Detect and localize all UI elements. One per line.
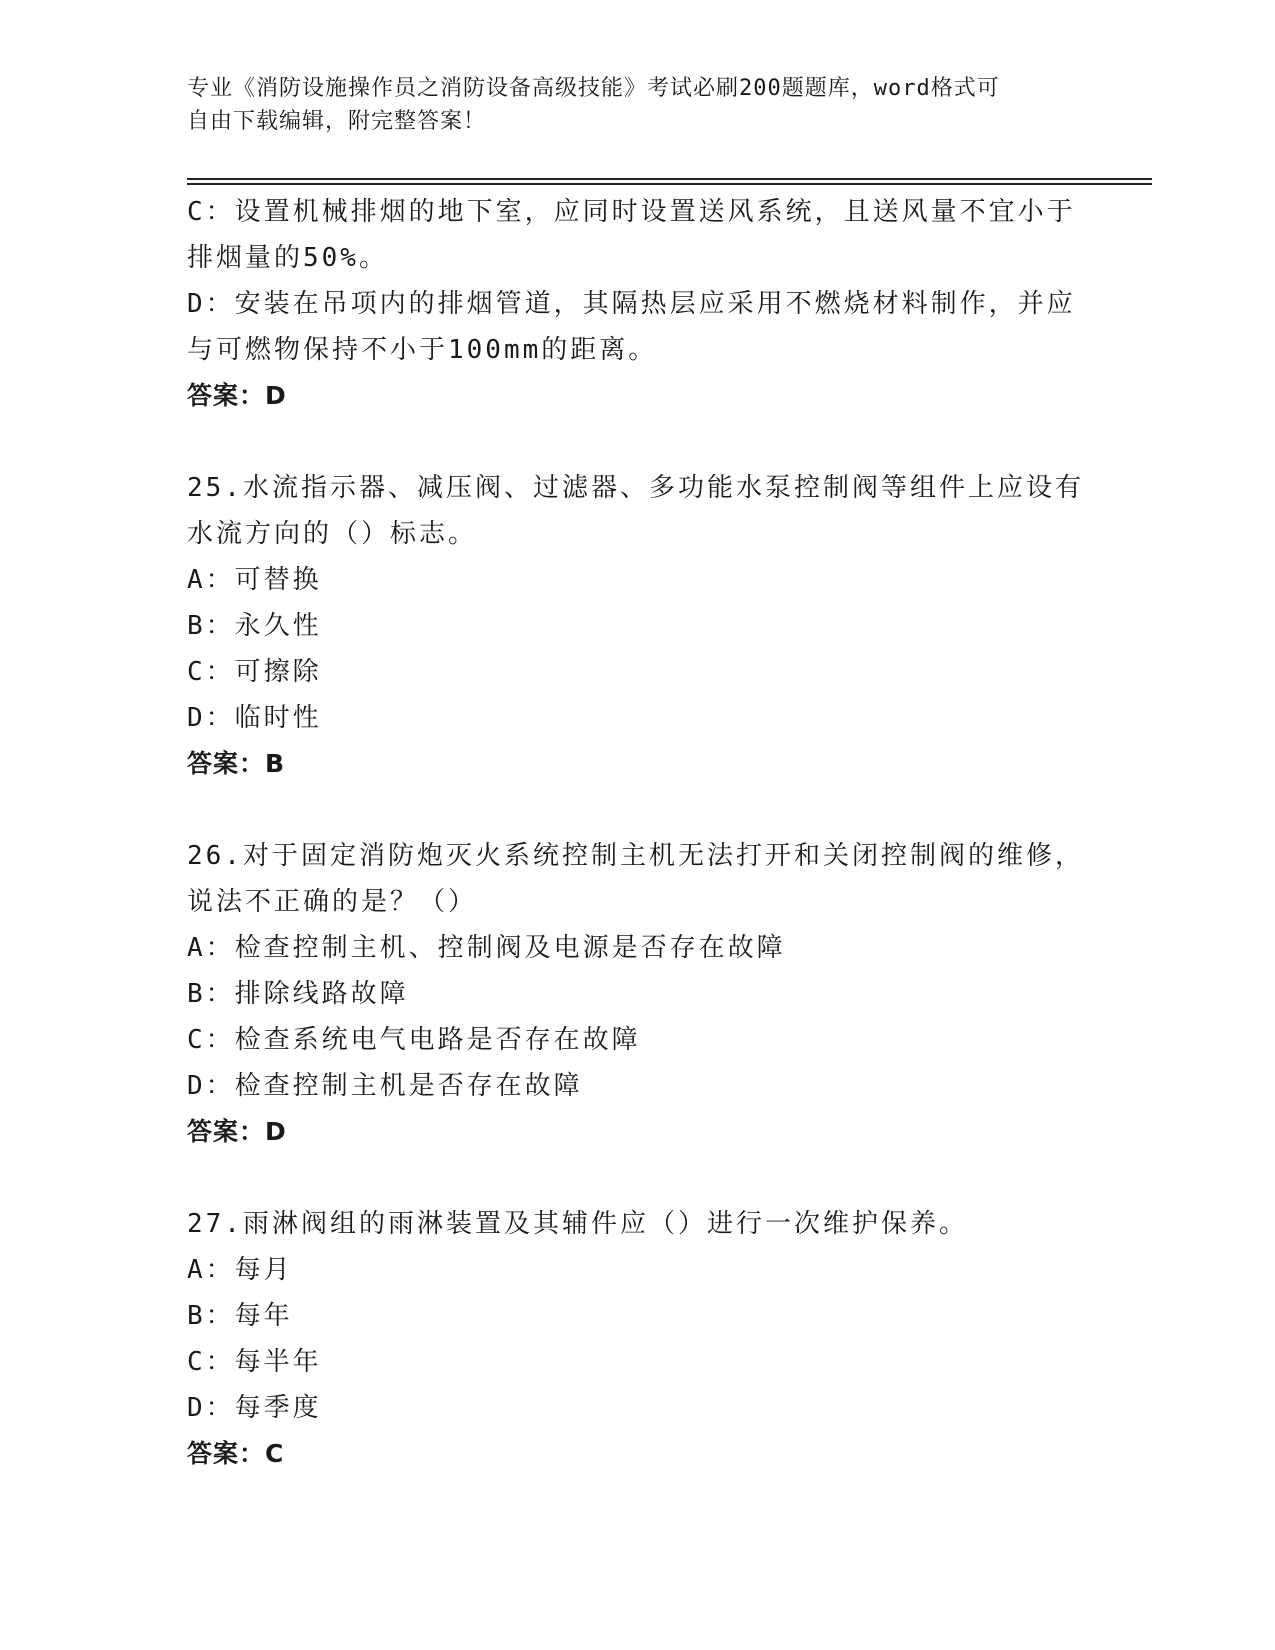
question-27: [187, 1201, 1087, 1477]
document-header: [187, 72, 1077, 138]
option-b: B：永久性: [187, 611, 322, 641]
option-a: A：检查控制主机、控制阀及电源是否存在故障: [187, 933, 786, 963]
option-c: C：可擦除: [187, 657, 322, 687]
option-c-continued: 排烟量的50%。: [187, 243, 388, 273]
answer-label: 答案：C: [187, 1439, 285, 1468]
header-line-1: 专业《消防设施操作员之消防设备高级技能》考试必刷200题题库，word格式可: [187, 76, 1000, 101]
option-d: D：临时性: [187, 703, 322, 733]
answer-label: 答案：B: [187, 749, 286, 778]
question-stem: 26.对于固定消防炮灭火系统控制主机无法打开和关闭控制阀的维修，: [187, 841, 1084, 871]
option-c: C：设置机械排烟的地下室，应同时设置送风系统，且送风量不宜小于: [187, 197, 1076, 227]
spacer: [187, 787, 1087, 833]
answer-label: 答案：D: [187, 381, 287, 410]
question-stem: 25.水流指示器、减压阀、过滤器、多功能水泵控制阀等组件上应设有: [187, 473, 1084, 503]
option-c: C：检查系统电气电路是否存在故障: [187, 1025, 641, 1055]
option-d: D：每季度: [187, 1393, 322, 1423]
header-divider-top: [187, 178, 1152, 180]
header-divider-bottom: [187, 183, 1152, 185]
option-b: B：每年: [187, 1301, 293, 1331]
option-a: A：可替换: [187, 565, 322, 595]
question-stem-continued: 水流方向的（）标志。: [187, 519, 478, 549]
spacer: [187, 419, 1087, 465]
option-c: C：每半年: [187, 1347, 322, 1377]
answer-label: 答案：D: [187, 1117, 287, 1146]
question-26: [187, 833, 1087, 1155]
header-line-2: 自由下载编辑，附完整答案！: [187, 109, 487, 134]
option-b: B：排除线路故障: [187, 979, 409, 1009]
question-content: [187, 189, 1087, 1477]
spacer: [187, 1155, 1087, 1201]
option-d-continued: 与可燃物保持不小于100mm的距离。: [187, 335, 658, 365]
question-stem: 27.雨淋阀组的雨淋装置及其辅件应（）进行一次维护保养。: [187, 1209, 968, 1239]
option-a: A：每月: [187, 1255, 293, 1285]
option-d: D：检查控制主机是否存在故障: [187, 1071, 583, 1101]
option-d: D：安装在吊项内的排烟管道，其隔热层应采用不燃烧材料制作，并应: [187, 289, 1076, 319]
question-25: [187, 465, 1087, 787]
question-stem-continued: 说法不正确的是？（）: [187, 887, 478, 917]
carryover-question: [187, 189, 1087, 419]
